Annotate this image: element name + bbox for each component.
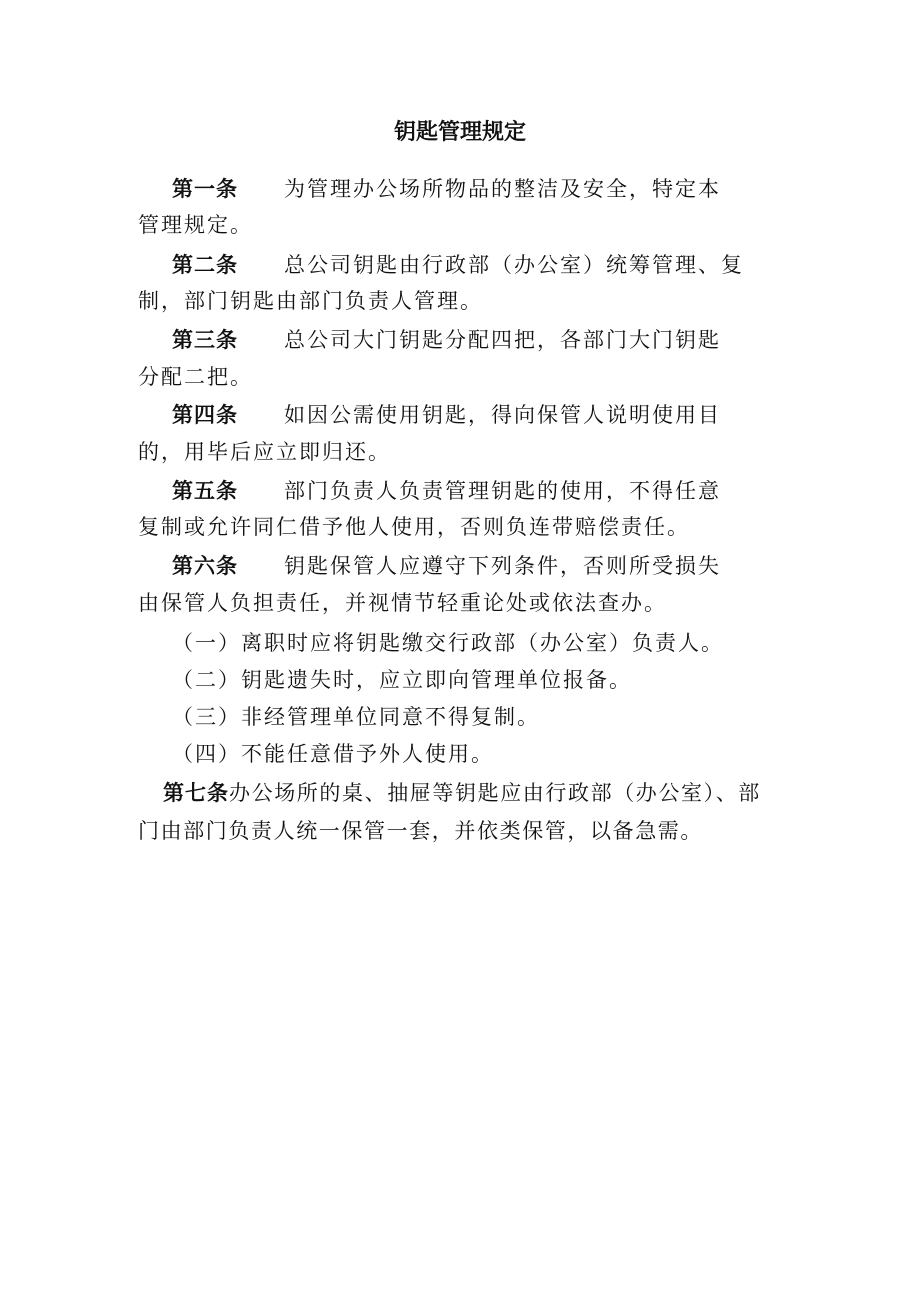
article-6-line-2: 由保管人负担责任，并视情节轻重论处或依法查办。 bbox=[138, 591, 667, 615]
article-5-label: 第五条 bbox=[172, 479, 238, 503]
article-4-line-2: 的，用毕后应立即归还。 bbox=[138, 440, 391, 464]
article-6-label: 第六条 bbox=[172, 554, 238, 578]
sub-item-2: （二）钥匙遗失时，应立即向管理单位报备。 bbox=[172, 668, 632, 692]
article-1-label: 第一条 bbox=[172, 177, 238, 201]
article-2-line-1 bbox=[172, 250, 744, 280]
article-7-line-2: 门由部门负责人统一保管一套，并依类保管，以备急需。 bbox=[138, 819, 703, 843]
article-4-line-1 bbox=[172, 400, 721, 430]
article-7-line-1 bbox=[163, 778, 761, 808]
article-3-line-2: 分配二把。 bbox=[138, 365, 253, 389]
article-4-label: 第四条 bbox=[172, 403, 238, 427]
sub-item-4: （四）不能任意借予外人使用。 bbox=[172, 742, 494, 766]
article-2-text-1: 总公司钥匙由行政部（办公室）统筹管理、复 bbox=[284, 253, 744, 277]
article-6-text-1: 钥匙保管人应遵守下列条件，否则所受损失 bbox=[284, 554, 721, 578]
article-3-line-1 bbox=[172, 325, 721, 355]
article-5-line-1 bbox=[172, 476, 721, 506]
document-title: 钥匙管理规定 bbox=[393, 120, 526, 145]
article-3-text-1: 总公司大门钥匙分配四把，各部门大门钥匙 bbox=[284, 328, 721, 352]
article-2-line-2: 制，部门钥匙由部门负责人管理。 bbox=[138, 289, 483, 313]
article-5-text-1: 部门负责人负责管理钥匙的使用，不得任意 bbox=[284, 479, 721, 503]
article-7-label: 第七条 bbox=[163, 781, 229, 805]
article-3-label: 第三条 bbox=[172, 328, 238, 352]
article-6-line-1 bbox=[172, 551, 721, 581]
article-1-text-1: 为管理办公场所物品的整洁及安全，特定本 bbox=[284, 177, 721, 201]
article-5-line-2: 复制或允许同仁借予他人使用，否则负连带赔偿责任。 bbox=[138, 515, 690, 539]
article-4-text-1: 如因公需使用钥匙，得向保管人说明使用目 bbox=[284, 403, 721, 427]
sub-item-1: （一）离职时应将钥匙缴交行政部（办公室）负责人。 bbox=[172, 631, 724, 655]
article-2-label: 第二条 bbox=[172, 253, 238, 277]
article-1-line-2: 管理规定。 bbox=[138, 213, 253, 237]
article-7-text-1: 办公场所的桌、抽屉等钥匙应由行政部（办公室）、部 bbox=[229, 781, 761, 805]
sub-item-3: （三）非经管理单位同意不得复制。 bbox=[172, 705, 540, 729]
article-1-line-1 bbox=[172, 174, 721, 204]
